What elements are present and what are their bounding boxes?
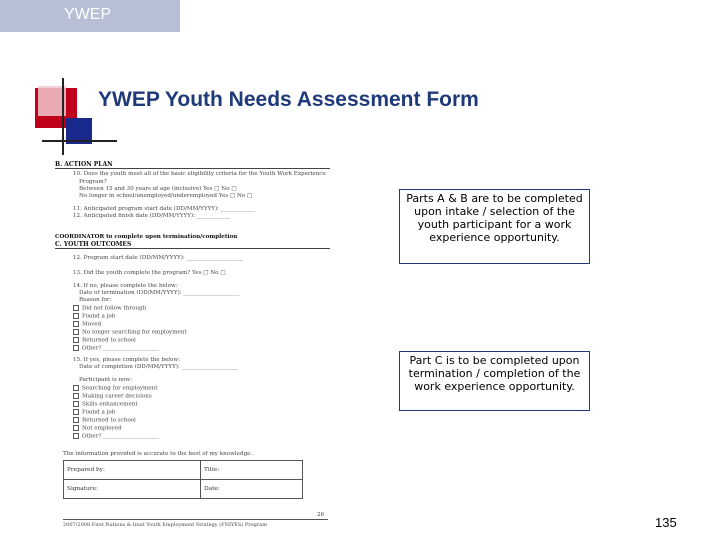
form-line: Participant is now: xyxy=(79,377,133,383)
form-line: Date of completion (DD/MM/YYYY): ____________________ xyxy=(79,364,238,370)
form-line: Program? xyxy=(79,179,107,185)
callout-parts-ab: Parts A & B are to be completed upon intake / selection of the youth participant for a work experience opportunity. xyxy=(399,189,590,264)
scanned-form xyxy=(55,155,330,530)
form-line: 13. Did the youth complete the program? Yes □ No □ xyxy=(73,270,226,276)
header-tab xyxy=(0,0,180,32)
title-field: Title: xyxy=(201,461,303,480)
form-line: 11. Anticipated program start date (DD/MM/YYYY): ____________ xyxy=(73,206,255,212)
form-line: 14. If no, please complete the below: xyxy=(73,283,178,289)
prepared-by-field: Prepared by: xyxy=(64,461,201,480)
page-title: YWEP Youth Needs Assessment Form xyxy=(98,88,479,111)
form-line: 15. If yes, please complete the below: xyxy=(73,357,181,363)
date-field: Date: xyxy=(201,480,303,499)
signature-field: Signature: xyxy=(64,480,201,499)
coordinator-note: COORDINATOR to complete upon termination/completion xyxy=(55,234,238,240)
section-c-heading: C. YOUTH OUTCOMES xyxy=(55,241,330,249)
checkbox-item: Searching for employment xyxy=(73,385,158,392)
certification-text: The information provided is accurate to the best of my knowledge. xyxy=(63,451,253,457)
form-line: Date of termination (DD/MM/YYYY): ____________________ xyxy=(79,290,240,296)
deco-horizontal-line xyxy=(42,140,117,142)
form-line: Reason for: xyxy=(79,297,112,303)
scan-page-number: 26 xyxy=(317,512,325,518)
form-line: 12. Program start date (DD/MM/YYYY): ____________________ xyxy=(73,255,243,261)
section-b-heading: B. ACTION PLAN xyxy=(55,161,330,169)
checkbox-item: Returned to school xyxy=(73,337,136,344)
form-line: Between 15 and 30 years of age (inclusive) Yes □ No □ xyxy=(79,186,237,192)
checkbox-item: Found a job xyxy=(73,409,115,416)
form-line: 10. Does the youth meet all of the basic eligibility criteria for the Youth Work Experience xyxy=(73,171,326,177)
checkbox-item: Found a job xyxy=(73,313,115,320)
header-tab-label: YWEP xyxy=(64,6,112,23)
checkbox-item: Moved xyxy=(73,321,101,328)
slide-number: 135 xyxy=(655,515,677,530)
checkbox-item: Not employed xyxy=(73,425,122,432)
checkbox-item: Skills enhancement xyxy=(73,401,138,408)
form-line: No longer in school/unemployed/underemployed Yes □ No □ xyxy=(79,193,253,199)
checkbox-item: Other? ____________________ xyxy=(73,345,159,352)
checkbox-item: Making career decisions xyxy=(73,393,152,400)
checkbox-item: Did not follow through xyxy=(73,305,146,312)
checkbox-item: No longer searching for employment xyxy=(73,329,187,336)
footer-rule xyxy=(63,519,328,520)
scan-footer: 2007/2008 First Nations & Inuit Youth Employment Strategy (FNIYES) Program xyxy=(63,522,267,528)
checkbox-item: Other? ____________________ xyxy=(73,433,159,440)
checkbox-item: Returned to school xyxy=(73,417,136,424)
callout-part-c: Part C is to be completed upon termination / completion of the work experience opportunity. xyxy=(399,351,590,411)
signature-table xyxy=(63,460,303,499)
form-line: 12. Anticipated finish date (DD/MM/YYYY): ____________ xyxy=(73,213,231,219)
